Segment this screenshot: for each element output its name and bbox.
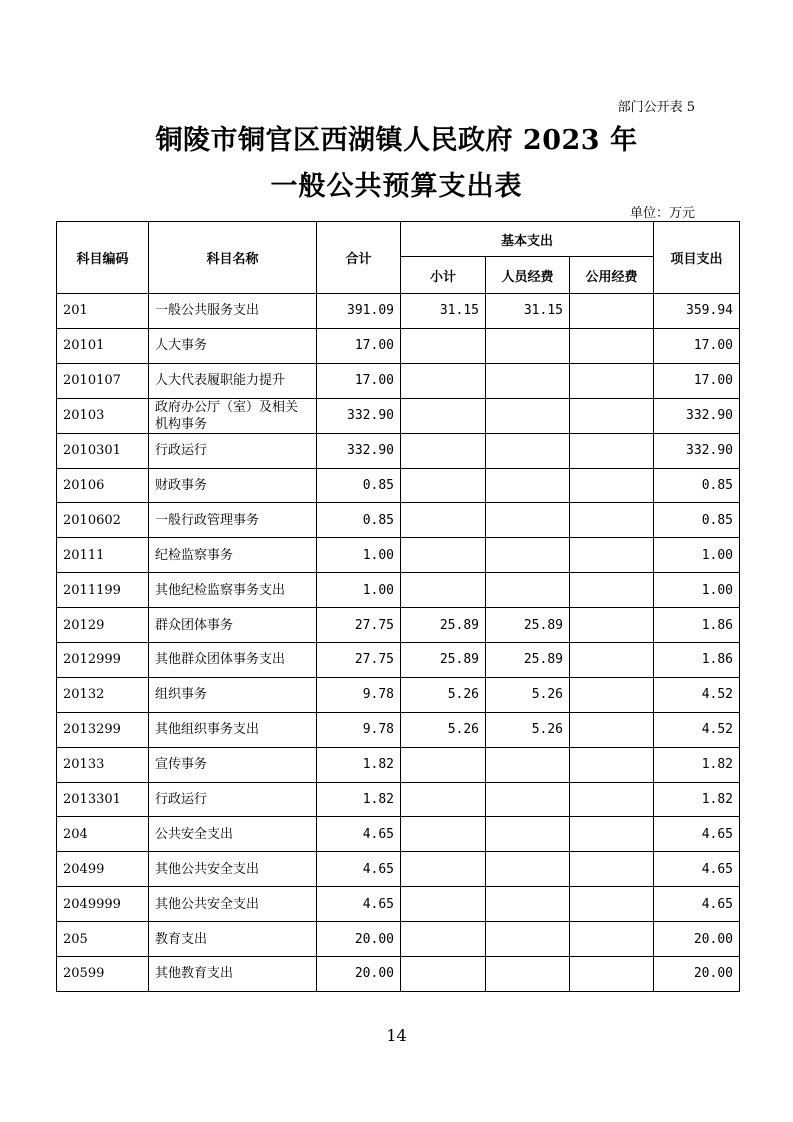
cell-name: 人大代表履职能力提升 xyxy=(149,363,317,398)
cell-public xyxy=(570,677,654,712)
cell-code: 20132 xyxy=(57,677,149,712)
cell-project: 4.52 xyxy=(654,712,740,747)
cell-project: 4.65 xyxy=(654,887,740,922)
cell-subtotal xyxy=(401,887,486,922)
cell-public xyxy=(570,922,654,957)
table-row xyxy=(57,677,740,712)
table-row xyxy=(57,782,740,817)
cell-total: 1.82 xyxy=(317,747,401,782)
cell-project: 20.00 xyxy=(654,922,740,957)
cell-project: 1.00 xyxy=(654,538,740,573)
cell-subtotal: 31.15 xyxy=(401,294,486,329)
cell-total: 17.00 xyxy=(317,328,401,363)
header-personnel: 人员经费 xyxy=(486,257,570,294)
cell-subtotal xyxy=(401,363,486,398)
cell-personnel xyxy=(486,433,570,468)
cell-total: 9.78 xyxy=(317,712,401,747)
cell-personnel xyxy=(486,503,570,538)
cell-total: 27.75 xyxy=(317,608,401,643)
table-row xyxy=(57,363,740,398)
cell-public xyxy=(570,643,654,678)
cell-subtotal xyxy=(401,922,486,957)
cell-total: 4.65 xyxy=(317,817,401,852)
table-row xyxy=(57,957,740,992)
cell-project: 1.82 xyxy=(654,782,740,817)
cell-personnel xyxy=(486,328,570,363)
cell-project: 332.90 xyxy=(654,398,740,433)
cell-code: 204 xyxy=(57,817,149,852)
cell-personnel: 25.89 xyxy=(486,643,570,678)
cell-personnel: 5.26 xyxy=(486,677,570,712)
cell-name: 公共安全支出 xyxy=(149,817,317,852)
cell-subtotal xyxy=(401,957,486,992)
cell-personnel: 31.15 xyxy=(486,294,570,329)
cell-personnel xyxy=(486,782,570,817)
cell-total: 20.00 xyxy=(317,957,401,992)
cell-personnel xyxy=(486,957,570,992)
cell-code: 20133 xyxy=(57,747,149,782)
table-row xyxy=(57,433,740,468)
cell-name: 政府办公厅（室）及相关机构事务 xyxy=(149,398,317,433)
table-row xyxy=(57,922,740,957)
table-row xyxy=(57,887,740,922)
cell-personnel xyxy=(486,398,570,433)
cell-public xyxy=(570,398,654,433)
table-row xyxy=(57,538,740,573)
cell-project: 359.94 xyxy=(654,294,740,329)
cell-code: 2013301 xyxy=(57,782,149,817)
cell-public xyxy=(570,747,654,782)
cell-personnel xyxy=(486,887,570,922)
cell-personnel: 25.89 xyxy=(486,608,570,643)
cell-project: 4.52 xyxy=(654,677,740,712)
cell-personnel xyxy=(486,747,570,782)
cell-personnel xyxy=(486,573,570,608)
cell-subtotal: 5.26 xyxy=(401,677,486,712)
table-row xyxy=(57,294,740,329)
cell-subtotal xyxy=(401,573,486,608)
cell-project: 1.82 xyxy=(654,747,740,782)
cell-public xyxy=(570,608,654,643)
header-project: 项目支出 xyxy=(654,222,740,294)
cell-public xyxy=(570,503,654,538)
cell-code: 2049999 xyxy=(57,887,149,922)
cell-code: 20101 xyxy=(57,328,149,363)
cell-code: 205 xyxy=(57,922,149,957)
header-basic: 基本支出 xyxy=(401,222,654,257)
cell-project: 17.00 xyxy=(654,328,740,363)
cell-name: 行政运行 xyxy=(149,782,317,817)
cell-name: 其他公共安全支出 xyxy=(149,887,317,922)
cell-code: 20499 xyxy=(57,852,149,887)
cell-personnel xyxy=(486,468,570,503)
unit-label: 单位：万元 xyxy=(629,206,695,221)
document-subtitle: 一般公共预算支出表 xyxy=(270,171,523,202)
cell-total: 332.90 xyxy=(317,398,401,433)
cell-total: 0.85 xyxy=(317,468,401,503)
cell-personnel xyxy=(486,538,570,573)
budget-table xyxy=(56,221,740,992)
table-row xyxy=(57,573,740,608)
cell-subtotal xyxy=(401,328,486,363)
table-row xyxy=(57,852,740,887)
cell-subtotal: 25.89 xyxy=(401,643,486,678)
header-subtotal: 小计 xyxy=(401,257,486,294)
cell-subtotal xyxy=(401,468,486,503)
table-row xyxy=(57,747,740,782)
cell-subtotal: 5.26 xyxy=(401,712,486,747)
cell-code: 2010107 xyxy=(57,363,149,398)
header-public: 公用经费 xyxy=(570,257,654,294)
cell-personnel xyxy=(486,363,570,398)
cell-subtotal xyxy=(401,817,486,852)
cell-total: 1.00 xyxy=(317,573,401,608)
cell-code: 2010301 xyxy=(57,433,149,468)
cell-project: 332.90 xyxy=(654,433,740,468)
cell-personnel xyxy=(486,817,570,852)
cell-project: 4.65 xyxy=(654,852,740,887)
cell-total: 17.00 xyxy=(317,363,401,398)
cell-name: 其他组织事务支出 xyxy=(149,712,317,747)
table-row xyxy=(57,468,740,503)
page-number: 14 xyxy=(386,1026,407,1045)
cell-subtotal xyxy=(401,398,486,433)
cell-public xyxy=(570,852,654,887)
header-name: 科目名称 xyxy=(149,222,317,294)
cell-subtotal xyxy=(401,433,486,468)
cell-name: 财政事务 xyxy=(149,468,317,503)
cell-public xyxy=(570,468,654,503)
cell-public xyxy=(570,433,654,468)
cell-name: 其他教育支出 xyxy=(149,957,317,992)
table-row xyxy=(57,398,740,433)
cell-code: 201 xyxy=(57,294,149,329)
cell-name: 组织事务 xyxy=(149,677,317,712)
table-row xyxy=(57,817,740,852)
cell-project: 0.85 xyxy=(654,468,740,503)
cell-project: 4.65 xyxy=(654,817,740,852)
table-row xyxy=(57,328,740,363)
table-row xyxy=(57,643,740,678)
table-body xyxy=(57,294,740,992)
cell-personnel: 5.26 xyxy=(486,712,570,747)
cell-subtotal xyxy=(401,747,486,782)
cell-subtotal xyxy=(401,852,486,887)
cell-project: 17.00 xyxy=(654,363,740,398)
cell-total: 4.65 xyxy=(317,852,401,887)
cell-total: 332.90 xyxy=(317,433,401,468)
cell-project: 1.86 xyxy=(654,608,740,643)
cell-subtotal xyxy=(401,538,486,573)
cell-code: 2011199 xyxy=(57,573,149,608)
cell-public xyxy=(570,294,654,329)
cell-public xyxy=(570,957,654,992)
cell-name: 群众团体事务 xyxy=(149,608,317,643)
cell-total: 0.85 xyxy=(317,503,401,538)
cell-project: 1.86 xyxy=(654,643,740,678)
cell-public xyxy=(570,817,654,852)
cell-name: 其他群众团体事务支出 xyxy=(149,643,317,678)
cell-project: 1.00 xyxy=(654,573,740,608)
cell-subtotal xyxy=(401,782,486,817)
cell-subtotal xyxy=(401,503,486,538)
cell-total: 1.00 xyxy=(317,538,401,573)
table-row xyxy=(57,503,740,538)
cell-code: 20103 xyxy=(57,398,149,433)
cell-public xyxy=(570,782,654,817)
cell-project: 20.00 xyxy=(654,957,740,992)
cell-name: 一般公共服务支出 xyxy=(149,294,317,329)
cell-total: 9.78 xyxy=(317,677,401,712)
cell-total: 1.82 xyxy=(317,782,401,817)
cell-public xyxy=(570,712,654,747)
cell-name: 纪检监察事务 xyxy=(149,538,317,573)
cell-name: 宣传事务 xyxy=(149,747,317,782)
cell-total: 4.65 xyxy=(317,887,401,922)
cell-public xyxy=(570,538,654,573)
cell-total: 27.75 xyxy=(317,643,401,678)
cell-code: 2010602 xyxy=(57,503,149,538)
cell-project: 0.85 xyxy=(654,503,740,538)
table-row xyxy=(57,712,740,747)
cell-code: 20599 xyxy=(57,957,149,992)
cell-name: 一般行政管理事务 xyxy=(149,503,317,538)
cell-code: 20129 xyxy=(57,608,149,643)
cell-name: 行政运行 xyxy=(149,433,317,468)
cell-public xyxy=(570,573,654,608)
cell-code: 2013299 xyxy=(57,712,149,747)
header-code: 科目编码 xyxy=(57,222,149,294)
document-title: 铜陵市铜官区西湖镇人民政府 2023 年 xyxy=(155,125,638,156)
cell-personnel xyxy=(486,852,570,887)
table-number-label: 部门公开表 5 xyxy=(617,100,695,115)
cell-code: 2012999 xyxy=(57,643,149,678)
cell-subtotal: 25.89 xyxy=(401,608,486,643)
cell-name: 人大事务 xyxy=(149,328,317,363)
table-row xyxy=(57,608,740,643)
cell-total: 391.09 xyxy=(317,294,401,329)
cell-public xyxy=(570,328,654,363)
cell-code: 20106 xyxy=(57,468,149,503)
header-row-top xyxy=(57,222,740,257)
cell-public xyxy=(570,363,654,398)
cell-name: 其他纪检监察事务支出 xyxy=(149,573,317,608)
cell-total: 20.00 xyxy=(317,922,401,957)
cell-code: 20111 xyxy=(57,538,149,573)
cell-personnel xyxy=(486,922,570,957)
cell-name: 其他公共安全支出 xyxy=(149,852,317,887)
cell-name: 教育支出 xyxy=(149,922,317,957)
header-total: 合计 xyxy=(317,222,401,294)
cell-public xyxy=(570,887,654,922)
